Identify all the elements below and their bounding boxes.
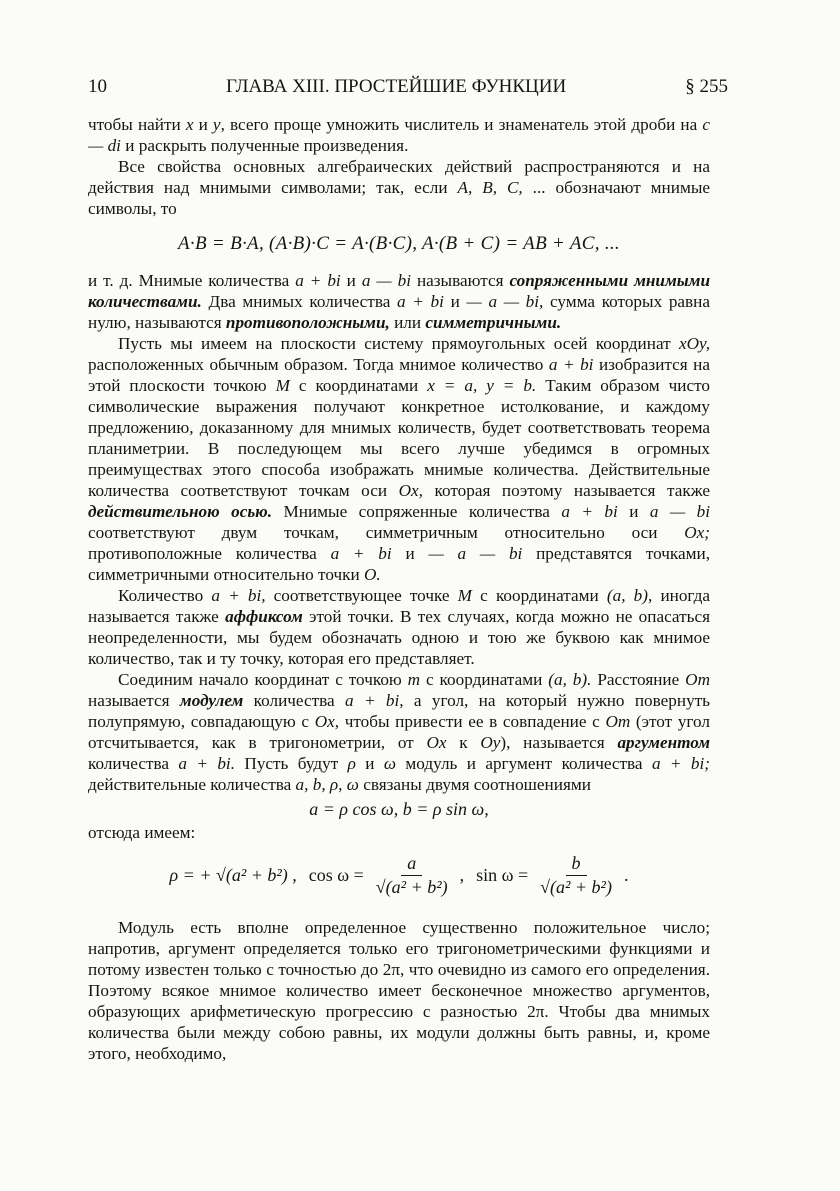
paragraph-8: Модуль есть вполне определенное существенно положительное число; напротив, аргумент определяется только его тригонометрическими функциями и потому известен только с точностью до 2π, что очевидно из самого его определения. Поэтому всякое мнимое количество имеет бесконечное множество аргументов, образующих арифметическую прогрессию с разностью 2π. Чтобы два мнимых количества были между собою равны, их модули должны быть равны, и, кроме этого, необходимо, [88,918,710,1063]
term-affix: аффиксом [225,607,303,626]
page-body [88,114,710,1064]
fraction-cos: $\frac{a}{\text{√(a² + b²)}}$ [375,852,448,897]
fraction-sin: $\frac{b}{\text{√(a² + b²)}}$ [540,852,612,897]
paragraph-4: Пусть мы имеем на плоскости систему прямоугольных осей координат xOy, расположенных обычным образом. Тогда мнимое количество a + bi изобразится на этой плоскости точкою M с координатами x = a, y = b. Таким образом чисто символические выражения получают конкретное истолкование, и каждому предложению, доказанному для мнимых количеств, будет соответствовать теорема планиметрии. В последующем мы всего лучше убедимся в огромных преимуществах этого способа изображать мнимые количества. Действительные количества соответствуют точкам оси Ox, которая поэтому называется также действительною осью. Мнимые сопряженные количества a + bi и a — bi соответствуют двум точкам, симметричным относительно оси Ox; противоположные количества a + bi и — a — bi представятся точками, симметричными относительно точки O. [88,334,711,584]
paragraph-7: отсюда имеем: [88,823,196,842]
formula-associativity: A·B = B·A, (A·B)·C = A·(B·C), A·(B + C) = AB + AC, ... [178,233,620,254]
formula-modulus-argument: ρ = + √(a² + b²) , cos ω = $\frac{a}{\text{√(a² + b²)}}$ , sin ω = $\frac{b}{\text{√(a² + b²)}}$ . [169,852,629,897]
paragraph-5: Количество a + bi, соответствующее точке M с координатами (a, b), иногда называется также аффиксом этой точки. В тех случаях, когда можно не опасаться неопределенности, мы будем обозначать одною и тою же буквою как мнимое количество, так и ту точку, которая его представляет. [88,586,710,668]
paragraph-2: Все свойства основных алгебраических действий распространяются и на действия над мнимыми символами; так, если A, B, C, ... обозначают мнимые символы, то [88,157,711,218]
running-title: ГЛАВА XIII. ПРОСТЕЙШИЕ ФУНКЦИИ [226,76,567,97]
formula-polar: a = ρ cos ω, b = ρ sin ω, [309,799,489,819]
formula-sin-lhs: sin ω = [476,864,529,885]
term-symmetric: симметричными. [425,313,562,332]
section-number: § 255 [685,76,728,97]
term-conjugate: сопряженными мнимыми количествами. [88,271,710,311]
term-opposite: противоположными, [225,313,390,332]
formula-rho: ρ = + √(a² + b²) , [169,864,297,885]
term-argument: аргументом [617,733,710,752]
formula-cos-lhs: cos ω = [308,864,364,885]
term-modulus: модулем [179,691,244,710]
paragraph-3: и т. д. Мнимые количества a + bi и a — bi называются сопряженными мнимыми количествами. Два мнимых количества a + bi и — a — bi, сумма которых равна нулю, называются противоположными, или симметричными. [88,271,711,332]
running-header [88,76,728,98]
term-real-axis: действительною осью. [88,502,273,521]
page-number: 10 [88,76,107,97]
paragraph-6: Соединим начало координат с точкою m с координатами (a, b). Расстояние Om называется модулем количества a + bi, а угол, на который нужно повернуть полупрямую, совпадающую с Ox, чтобы привести ее в совпадение с Om (этот угол отсчитывается, как в тригонометрии, от Ox к Oy), называется аргументом количества a + bi. Пусть будут ρ и ω модуль и аргумент количества a + bi; действительные количества a, b, ρ, ω связаны двумя соотношениями [88,670,711,794]
paragraph-1: чтобы найти x и y, всего проще умножить числитель и знаменатель этой дроби на c — di и раскрыть полученные произведения. [88,115,710,155]
